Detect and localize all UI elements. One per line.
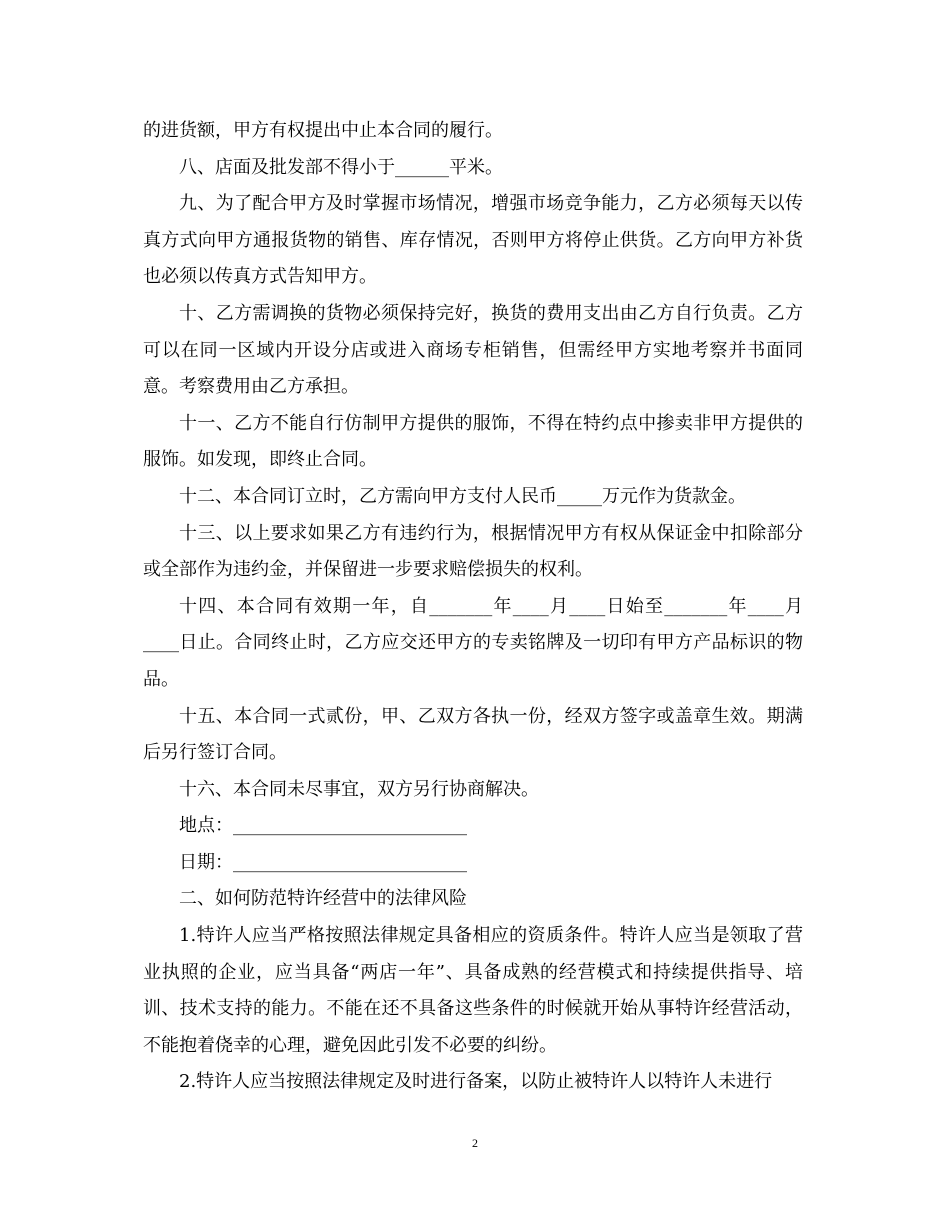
section-heading: 二、如何防范特许经营中的法律风险 — [179, 888, 467, 910]
clause-15: 十五、本合同一式贰份，甲、乙双方各执一份，经双方签字或盖章生效。期满后另行签订合同。 — [143, 705, 803, 764]
clause-11: 十一、乙方不能自行仿制甲方提供的服饰，不得在特约点中掺卖非甲方提供的服饰。如发现，即终止合同。 — [143, 412, 803, 471]
clause-10: 十、乙方需调换的货物必须保持完好，换货的费用支出由乙方自行负责。乙方可以在同一区域内开设分店或进入商场专柜销售，但需经甲方实地考察并书面同意。考察费用由乙方承担。 — [143, 302, 803, 398]
paragraph-continuation: 的进货额，甲方有权提出中止本合同的履行。 — [143, 120, 503, 141]
clause-9: 九、为了配合甲方及时掌握市场情况，增强市场竞争能力，乙方必须每天以传真方式向甲方通报货物的销售、库存情况，否则甲方将停止供货。乙方向甲方补货也必须以传真方式告知甲方。 — [143, 193, 803, 288]
location-line: 地点：__________________________ — [179, 815, 467, 837]
risk-point-2: 2.特许人应当按照法律规定及时进行备案，以防止被特许人以特许人未进行 — [179, 1071, 773, 1093]
clause-12: 十二、本合同订立时，乙方需向甲方支付人民币_____万元作为货款金。 — [179, 485, 746, 507]
page-number: 2 — [472, 1136, 478, 1150]
clause-13: 十三、以上要求如果乙方有违约行为，根据情况甲方有权从保证金中扣除部分或全部作为违约金，并保留进一步要求赔偿损失的权利。 — [143, 522, 803, 581]
clause-14: 十四、本合同有效期一年，自_______年____月____日始至_______年____月____日止。合同终止时，乙方应交还甲方的专卖铭牌及一切印有甲方产品标识的物品。 — [143, 595, 803, 690]
clause-8: 八、店面及批发部不得小于______平米。 — [179, 156, 503, 178]
date-line: 日期：__________________________ — [179, 851, 467, 873]
document-body — [143, 113, 803, 1101]
clause-16: 十六、本合同未尽事宜，双方另行协商解决。 — [179, 778, 539, 800]
risk-point-1: 1.特许人应当严格按照法律规定具备相应的资质条件。特许人应当是领取了营业执照的企业，应当具备“两店一年”、具备成熟的经营模式和持续提供指导、培训、技术支持的能力。不能在还不具备这些条件的时候就开始从事特许经营活动，不能抱着侥幸的心理，避免因此引发不必要的纠纷。 — [143, 925, 803, 1056]
